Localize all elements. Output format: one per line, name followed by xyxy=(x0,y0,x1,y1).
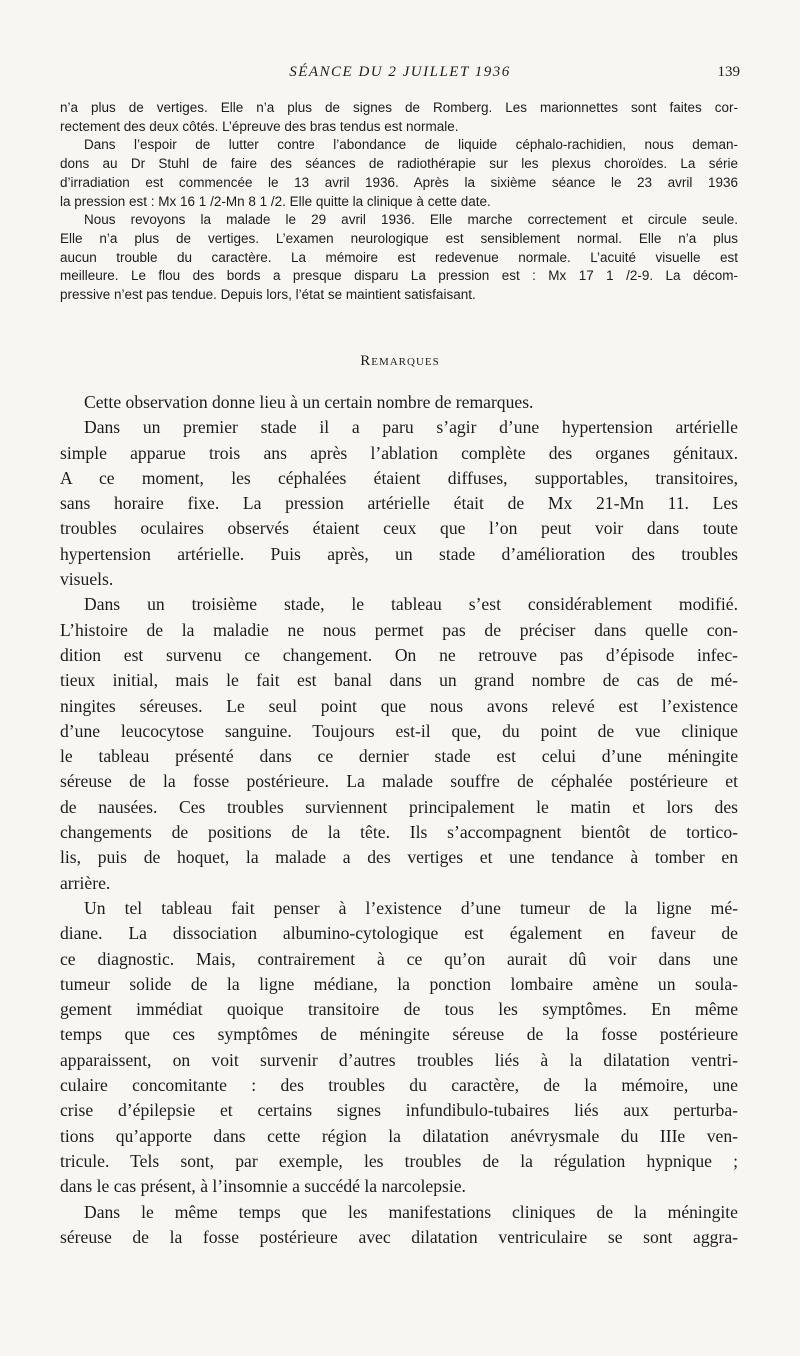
text-line: gement immédiat quoique transitoire de tous les symptômes. En même xyxy=(60,999,738,1020)
text-line: Nous revoyons la malade le 29 avril 1936. Elle marche correctement et circule seule. xyxy=(84,212,738,228)
text-line: séreuse de la fosse postérieure avec dilatation ventriculaire se sont aggra- xyxy=(60,1226,738,1247)
text-line: séreuse de la fosse postérieure. La malade souffre de céphalée postérieure et xyxy=(60,771,738,792)
text-line: dons au Dr Stuhl de faire des séances de radiothérapie sur les plexus choroïdes. La série xyxy=(60,156,738,172)
text-line: dans le cas présent, à l’insomnie a succédé la narcolepsie. xyxy=(60,1176,466,1197)
text-line: visuels. xyxy=(60,569,114,590)
text-line: dition est survenu ce changement. On ne retrouve pas d’épisode infec- xyxy=(60,644,738,665)
text-line: tumeur solide de la ligne médiane, la ponction lombaire amène un soula- xyxy=(60,973,738,994)
text-line: hypertension artérielle. Puis après, un stade d’amélioration des troubles xyxy=(60,543,738,564)
remarks-text xyxy=(60,390,738,1250)
text-line: d’une leucocytose sanguine. Toujours est-il que, du point de vue clinique xyxy=(60,720,738,741)
running-head xyxy=(60,64,740,86)
text-line: lis, puis de hoquet, la malade a des vertiges et une tendance à tomber en xyxy=(60,847,738,868)
text-line: ningites séreuses. Le seul point que nous avons relevé est l’existence xyxy=(60,695,738,716)
text-line: sans horaire fixe. La pression artérielle était de Mx 21-Mn 11. Les xyxy=(60,493,738,514)
text-line: le tableau présenté dans ce dernier stade est celui d’une méningite xyxy=(60,746,738,767)
text-line: Cette observation donne lieu à un certain nombre de remarques. xyxy=(84,392,534,412)
text-line: diane. La dissociation albumino-cytologique est également en faveur de xyxy=(60,923,738,944)
case-report-text xyxy=(60,99,738,305)
text-line: Un tel tableau fait penser à l’existence d’une tumeur de la ligne mé- xyxy=(84,897,738,918)
text-line: de nausées. Ces troubles surviennent principalement le matin et lors des xyxy=(60,796,738,817)
section-heading: Remarques xyxy=(360,353,440,369)
text-line: L’histoire de la maladie ne nous permet pas de préciser dans quelle con- xyxy=(60,619,738,640)
running-title: SÉANCE DU 2 JUILLET 1936 xyxy=(289,64,511,80)
text-line: ce diagnostic. Mais, contrairement à ce qu’on aurait dû voir dans une xyxy=(60,948,738,969)
text-line: Dans un premier stade il a paru s’agir d’une hypertension artérielle xyxy=(84,417,738,438)
text-line: crise d’épilepsie et certains signes infundibulo-tubaires liés aux perturba- xyxy=(60,1100,738,1121)
text-line: meilleure. Le flou des bords a presque disparu La pression est : Mx 17 1 /2-9. La décom- xyxy=(60,268,738,284)
text-line: changements de positions de la tête. Ils s’accompagnent bientôt de tortico- xyxy=(60,822,738,843)
text-line: culaire concomitante : des troubles du caractère, de la mémoire, une xyxy=(60,1075,738,1096)
text-line: arrière. xyxy=(60,872,111,893)
text-line: simple apparue trois ans après l’ablation complète des organes génitaux. xyxy=(60,442,738,463)
text-line: Dans l’espoir de lutter contre l’abondance de liquide céphalo-rachidien, nous deman- xyxy=(84,137,738,153)
text-line: aucun trouble du caractère. La mémoire est redevenue normale. L’acuité visuelle est xyxy=(60,249,738,265)
text-line: n’a plus de vertiges. Elle n’a plus de signes de Romberg. Les marionnettes sont faites cor- xyxy=(60,100,738,115)
text-line: pressive n’est pas tendue. Depuis lors, l’état se maintient satisfaisant. xyxy=(60,287,476,303)
page-number: 139 xyxy=(717,64,740,80)
text-line: rectement des deux côtés. L’épreuve des bras tendus est normale. xyxy=(60,118,459,134)
text-line: d’irradiation est commencée le 13 avril 1936. Après la sixième séance le 23 avril 1936 xyxy=(60,174,738,190)
text-line: apparaissent, on voit survenir d’autres troubles liés à la dilatation ventri- xyxy=(60,1049,738,1070)
text-line: tions qu’apporte dans cette région la dilatation anévrysmale du IIIe ven- xyxy=(60,1125,738,1146)
text-line: temps que ces symptômes de méningite séreuse de la fosse postérieure xyxy=(60,1024,738,1045)
text-line: A ce moment, les céphalées étaient diffuses, supportables, transitoires, xyxy=(60,467,738,488)
text-line: Elle n’a plus de vertiges. L’examen neurologique est sensiblement normal. Elle n’a plus xyxy=(60,230,738,246)
text-line: Dans le même temps que les manifestations cliniques de la méningite xyxy=(84,1201,738,1222)
text-line: tricule. Tels sont, par exemple, les troubles de la régulation hypnique ; xyxy=(60,1150,738,1171)
text-line: Dans un troisième stade, le tableau s’est considérablement modifié. xyxy=(84,594,738,615)
text-line: la pression est : Mx 16 1 /2-Mn 8 1 /2. Elle quitte la clinique à cette date. xyxy=(60,193,491,209)
text-line: tieux initial, mais le fait est banal dans un grand nombre de cas de mé- xyxy=(60,670,738,691)
text-line: troubles oculaires observés étaient ceux que l’on peut voir dans toute xyxy=(60,518,738,539)
